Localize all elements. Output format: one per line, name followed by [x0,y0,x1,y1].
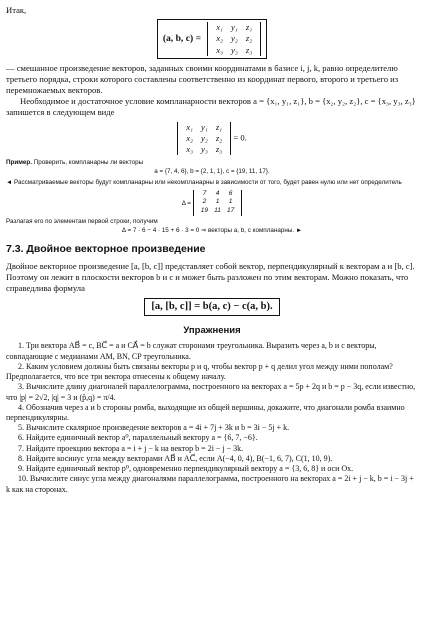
det-cell: y₂ [231,33,238,44]
triple-product-lhs: (a, b, c) = [162,32,202,44]
exercise-item: 6. Найдите единичный вектор a⁰, параллельный вектору a = {6, 7, −6}. [18,433,258,443]
section-text: Двойное векторное произведение [a, [b, c]] представляет собой вектор, перпендикулярный к векторам a и [b, c]. Поэтому он лежит в плоскости векторов b и c и может быть разложен по этим векторам. Можно показать, что справедлива формула [6,260,415,294]
det-cell: x₂ [186,132,194,143]
exercise-item: 8. Найдите косинус угла между векторами AB⃗ и AC⃗, если A(−4, 0, 4), B(−1, 6, 7), C(1, 10, 9). [18,453,333,463]
exercise-item: 9. Найдите единичный вектор p⁰, одновременно перпендикулярный вектору a = {3, 6, 8} и оси Ox. [18,464,354,474]
det-cell: y₃ [231,44,238,55]
example-delta [6,190,418,217]
det-cell: 6 [228,189,233,197]
exercise-item: 2. Каким условием должны быть связаны векторы p и q, чтобы вектор p + q делил угол между ними пополам? Предполагается, что все три вектора отнесены к общему началу. [6,361,393,382]
det-cell: 1 [215,198,220,206]
det-cell: 1 [228,198,233,206]
exercises-list [6,341,418,495]
example-result: Δ = 7 · 6 − 4 · 15 + 6 · 3 = 0 ⇒ векторы a, b, c компланарны. ► [121,226,303,234]
triple-product-box-wrap [6,19,418,59]
example-remark: ◄ Рассматриваемые векторы будут компланарны или некомпланарны в зависимости от того, будет равен нулю или нет определитель [6,179,402,187]
exercise-item: 7. Найдите проекцию вектора a = i + j − k на вектор b = 2i − j − 3k. [18,443,244,453]
example-text: Проверить, компланарны ли векторы [33,159,144,167]
det-cell: 17 [226,207,235,215]
exercise-item: 4. Обозначив через a и b стороны ромба, выходящие из общей вершины, докажите, что диагонали ромба взаимно перпендикулярны. [6,402,405,423]
det-cell: z₃ [245,44,253,55]
example-block [6,159,418,235]
det-cell: 19 [200,207,209,215]
det-cell: y₃ [201,143,208,154]
double-product-formula: [a, [b, c]] = b(a, c) − c(a, b). [144,298,279,316]
intro-text: Итак, [6,5,27,15]
example-statement [6,159,418,168]
det-cell: 4 [215,189,220,197]
example-expand: Разлагая его по элементам первой строки, получим [6,218,158,226]
exercise-item: 1. Три вектора AB⃗ = c, BC⃗ = a и CA⃗ = b служат сторонами треугольника. Выразить через a, b и c векторы, совпадающие с медианами AM, BN, CP треугольника. [6,341,377,361]
exercise-item: 3. Вычислите длину диагоналей параллелограмма, построенного на векторах a = 5p + 2q и b = p − 3q, если известно, что |p| = 2√2, |q| = 3 и (p̂,q) = π/4. [6,382,416,402]
triple-product-formula [157,19,267,59]
det-cell: z₂ [215,132,223,143]
det-cell: y₁ [231,22,238,33]
det-cell: 11 [214,207,221,215]
example-label: Пример. [6,159,32,167]
det-cell: y₂ [201,132,208,143]
coplanarity-condition [6,122,418,156]
paragraph-coplanarity: Необходимое и достаточное условие компланарности векторов a = {x₁, y₁, z₁}, b = {x₂, y₂, z₂}, c = {x₃, y₃, z₃} запишется в следующем виде [6,96,416,118]
coplanarity-determinant [177,122,231,156]
paragraph-triple-product: — смешанное произведение векторов, заданных своими координатами в базисе i, j, k, равно определителю третьего порядка, строки которого составлены соответственно из координат первого, второго и третьего из перемножаемых векторов. [6,62,399,96]
coplanarity-rhs: = 0. [233,132,247,143]
example-vectors: a = {7, 4, 6}, b = {2, 1, 1}, c = {19, 11, 17}. [154,167,270,175]
det-cell: z₁ [245,22,253,33]
det-cell: x₁ [186,121,194,132]
exercise-item: 10. Вычислите синус угла между диагоналями параллелограмма, построенного на векторах a = 2i + j − k, b = i − 3j + k как на сторонах. [6,474,414,494]
det-cell: z₂ [245,33,253,44]
det-cell: x₃ [186,143,194,154]
det-cell: 2 [202,198,207,206]
section-title: 7.3. Двойное векторное произведение [6,243,206,256]
det-cell: z₃ [215,143,223,154]
det-cell: x₂ [216,33,224,44]
exercises-title: Упражнения [183,325,241,337]
delta-lhs: Δ = [181,199,191,207]
det-cell: y₁ [201,121,208,132]
det-cell: z₁ [215,121,223,132]
delta-determinant [193,190,243,217]
det-cell: x₁ [216,22,224,33]
triple-determinant [207,22,261,56]
exercise-item: 5. Вычислите скалярное произведение векторов a = 4i + 7j + 3k и b = 3i − 5j + k. [18,423,290,433]
double-product-wrap [6,298,418,316]
det-cell: x₃ [216,44,224,55]
det-cell: 7 [202,189,207,197]
